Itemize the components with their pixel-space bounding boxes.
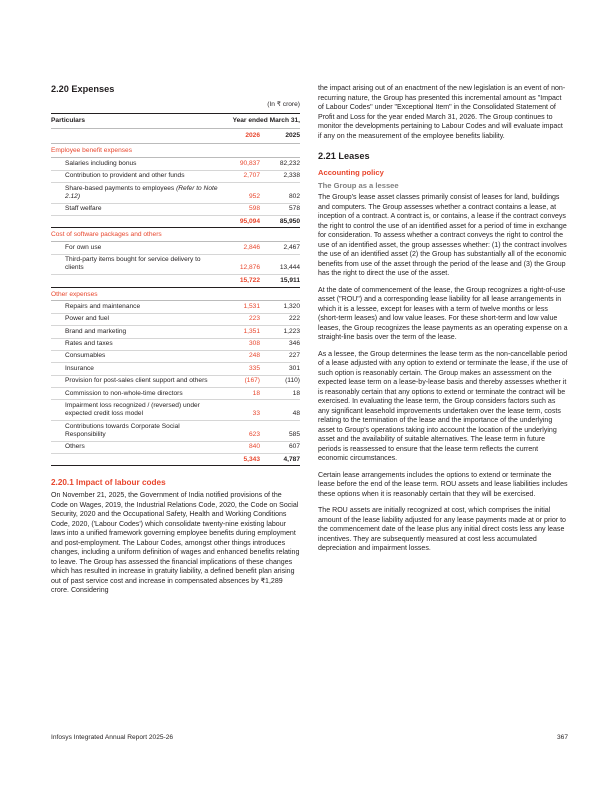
value-2025: 1,320 (260, 301, 300, 313)
row-label (51, 363, 220, 375)
total-spacer (51, 275, 220, 287)
row-label (51, 400, 220, 421)
value-2025: 227 (260, 350, 300, 362)
group-total-row (51, 215, 300, 227)
total-2025: 4,787 (260, 454, 300, 466)
value-2026: 2,707 (220, 170, 260, 182)
table-row (51, 170, 300, 182)
value-2026: 335 (220, 363, 260, 375)
value-2025: 1,223 (260, 326, 300, 338)
total-2026: 5,343 (220, 454, 260, 466)
value-2025: 301 (260, 363, 300, 375)
row-label (51, 242, 220, 254)
value-2026: 12,876 (220, 254, 260, 275)
total-2026: 95,094 (220, 215, 260, 227)
lessee-title: The Group as a lessee (318, 180, 399, 190)
row-label-text: For own use (65, 243, 102, 251)
value-2025: 2,338 (260, 170, 300, 182)
lease-paragraph-4: Certain lease arrangements includes the options to extend or terminate the lease before the end of the lease term. ROU assets and lease liabilities includes these options when it is reasonably certain that they will be exercised. (318, 471, 568, 498)
value-2025: (110) (260, 375, 300, 387)
value-2026: 33 (220, 400, 260, 421)
row-label (51, 388, 220, 400)
row-label (51, 326, 220, 338)
total-2026: 15,722 (220, 275, 260, 287)
value-2025: 48 (260, 400, 300, 421)
group-title-row (51, 287, 300, 301)
row-label-text: Others (65, 443, 85, 451)
group-title: Other expenses (51, 287, 300, 301)
value-2026: 840 (220, 441, 260, 453)
row-label (51, 301, 220, 313)
row-label-text: Commission to non-whole-time directors (65, 389, 183, 397)
row-label (51, 182, 220, 203)
value-2025: 18 (260, 388, 300, 400)
lease-paragraph-1: The Group's lease asset classes primarily consist of leases for land, buildings and computers. The Group assesses whether a contract contains a lease, at inception of a contract. A contract is, or contains, a lease if the contract conveys the right to control the use of an identified asset for a period of time in exchange for consideration. To assess whether a contract conveys the right to control the use of an identified asset, the group assesses whether: (1) the contract involves the use of an identified asset (2) the Group has substantially all of the economic benefits from use of the asset through the period of the lease and (3) the Group has the right to direct the use of the asset. (318, 194, 567, 277)
col-particulars: Particulars (51, 114, 220, 129)
table-row (51, 158, 300, 170)
table-row (51, 375, 300, 387)
row-label-text: Provision for post-sales client support and others (65, 377, 208, 385)
table-row (51, 326, 300, 338)
row-label (51, 203, 220, 215)
row-label-text: Share-based payments to employees (65, 184, 175, 192)
row-label (51, 170, 220, 182)
table-row (51, 363, 300, 375)
value-2025: 2,467 (260, 242, 300, 254)
row-label-text: Third-party items bought for service delivery to clients (65, 256, 201, 272)
year-2025: 2025 (260, 129, 300, 144)
table-row (51, 242, 300, 254)
group-total-row (51, 454, 300, 466)
row-label-text: Insurance (65, 364, 94, 372)
table-row (51, 338, 300, 350)
row-label-text: Repairs and maintenance (65, 302, 141, 310)
value-2026: 1,351 (220, 326, 260, 338)
row-label (51, 421, 220, 442)
year-header-row (51, 129, 300, 144)
group-title-row (51, 228, 300, 242)
row-label (51, 338, 220, 350)
row-label-text: Impairment loss recognized / (reversed) under expected credit loss model (65, 402, 200, 418)
value-2025: 585 (260, 421, 300, 442)
row-label-text: Contributions towards Corporate Social Responsibility (65, 422, 180, 438)
row-label (51, 313, 220, 325)
total-2025: 15,911 (260, 275, 300, 287)
row-label-text: Rates and taxes (65, 340, 113, 348)
row-note: (Refer to Note 2.12) (65, 184, 218, 200)
value-2025: 13,444 (260, 254, 300, 275)
table-row (51, 388, 300, 400)
group-title: Employee benefit expenses (51, 144, 300, 158)
table-row (51, 400, 300, 421)
value-2025: 82,232 (260, 158, 300, 170)
lease-paragraph-5: The ROU assets are initially recognized at cost, which comprises the initial amount of the lease liability adjusted for any lease payments made at or prior to the commencement date of the lease plus any initial direct costs less any lease incentives. They are subsequently measured at cost less accumulated depreciation and impairment losses. (318, 507, 566, 552)
row-label-text: Contribution to provident and other funds (65, 172, 185, 180)
value-2026: 598 (220, 203, 260, 215)
table-row (51, 313, 300, 325)
row-label-text: Brand and marketing (65, 327, 127, 335)
row-label-text: Salaries including bonus (65, 159, 137, 167)
value-2025: 802 (260, 182, 300, 203)
unit-note: (In ₹ crore) (267, 101, 300, 108)
labour-codes-continued: the impact arising out of an enactment of the new legislation is an event of non-recurring nature, the Group has presented this incremental amount as "Impact of Labour Codes" under "Exceptional Item" in the Consolidated Statement of Profit and Loss for the year ended March 31, 2026. The Group continues to monitor the developments pertaining to Labour Codes and will evaluate impact if any on the measurement of the employee benefits liability. (318, 85, 566, 140)
right-column (318, 84, 568, 561)
expenses-table (51, 113, 300, 466)
table-row (51, 441, 300, 453)
group-title: Cost of software packages and others (51, 228, 300, 242)
row-label (51, 158, 220, 170)
table-row (51, 254, 300, 275)
value-2026: 90,837 (220, 158, 260, 170)
row-label (51, 375, 220, 387)
value-2025: 578 (260, 203, 300, 215)
table-row (51, 350, 300, 362)
left-column (51, 84, 300, 603)
value-2026: 18 (220, 388, 260, 400)
value-2026: (167) (220, 375, 260, 387)
labour-codes-paragraph: On November 21, 2025, the Government of India notified provisions of the Code on Wages, 2019, the Industrial Relations Code, 2020, the Code on Social Security, 2020 and the Occupational Safety, Health and Working Conditions Code, 2020, ('Labour Codes') which consolidate twenty-nine existing labour laws into a unified framework governing employee benefits during employment and post-employment. The Labour Codes, amongst other things introduces changes, including a uniform definition of wages and enhanced benefits relating to leave. The Group has assessed the financial implications of these changes which has resulted in increase in gratuity liability, a defined benefit plan arising out of past service cost and increase in compensated absences by ₹1,289 crore. Considering (51, 492, 300, 595)
section-title-leases: 2.21 Leases (318, 151, 370, 161)
footer-report-name: Infosys Integrated Annual Report 2025-26 (51, 734, 174, 741)
labour-codes-title: 2.20.1 Impact of labour codes (51, 478, 166, 488)
row-label-text: Power and fuel (65, 315, 109, 323)
row-label-text: Consumables (65, 352, 106, 360)
value-2025: 607 (260, 441, 300, 453)
lease-paragraph-3: As a lessee, the Group determines the lease term as the non-cancellable period of a lease adjusted with any option to extend or terminate the lease, if the use of such option is reasonably certain. The Group makes an assessment on the expected lease term on a lease-by-lease basis and thereby assesses whether it is reasonably certain that any options to extend or terminate the contract will be exercised. In evaluating the lease term, the Group considers factors such as any significant leasehold improvements undertaken over the lease term, costs relating to the termination of the lease and the importance of the underlying asset to Group's operations taking into account the location of the underlying asset and the availability of suitable alternatives. The lease term in future periods is reassessed to ensure that the lease term reflects the current economic circumstances. (318, 350, 568, 462)
table-header-row (51, 114, 300, 129)
col-period: Year ended March 31, (220, 114, 300, 129)
row-label (51, 441, 220, 453)
section-title-expenses: 2.20 Expenses (51, 84, 115, 94)
table-row (51, 301, 300, 313)
row-label (51, 350, 220, 362)
value-2025: 222 (260, 313, 300, 325)
group-total-row (51, 275, 300, 287)
value-2026: 2,846 (220, 242, 260, 254)
value-2026: 623 (220, 421, 260, 442)
value-2026: 248 (220, 350, 260, 362)
total-spacer (51, 215, 220, 227)
lease-paragraph-2: At the date of commencement of the lease, the Group recognizes a right-of-use asset ("ROU") and a corresponding lease liability for all lease arrangements in which it is a lessee, except for leases with a term of twelve months or less (short-term leases) and low value leases. For these short-term and low value leases, the Group recognizes the lease payments as an operating expense on a straight-line basis over the term of the lease. (318, 286, 568, 341)
year-2026: 2026 (220, 129, 260, 144)
value-2026: 1,531 (220, 301, 260, 313)
table-row (51, 421, 300, 442)
row-label (51, 254, 220, 275)
group-title-row (51, 144, 300, 158)
table-row (51, 203, 300, 215)
value-2026: 308 (220, 338, 260, 350)
value-2025: 346 (260, 338, 300, 350)
value-2026: 223 (220, 313, 260, 325)
page-number: 367 (556, 734, 568, 741)
row-label-text: Staff welfare (65, 205, 102, 213)
table-row (51, 182, 300, 203)
total-spacer (51, 454, 220, 466)
total-2025: 85,950 (260, 215, 300, 227)
value-2026: 952 (220, 182, 260, 203)
accounting-policy-title: Accounting policy (318, 168, 384, 177)
